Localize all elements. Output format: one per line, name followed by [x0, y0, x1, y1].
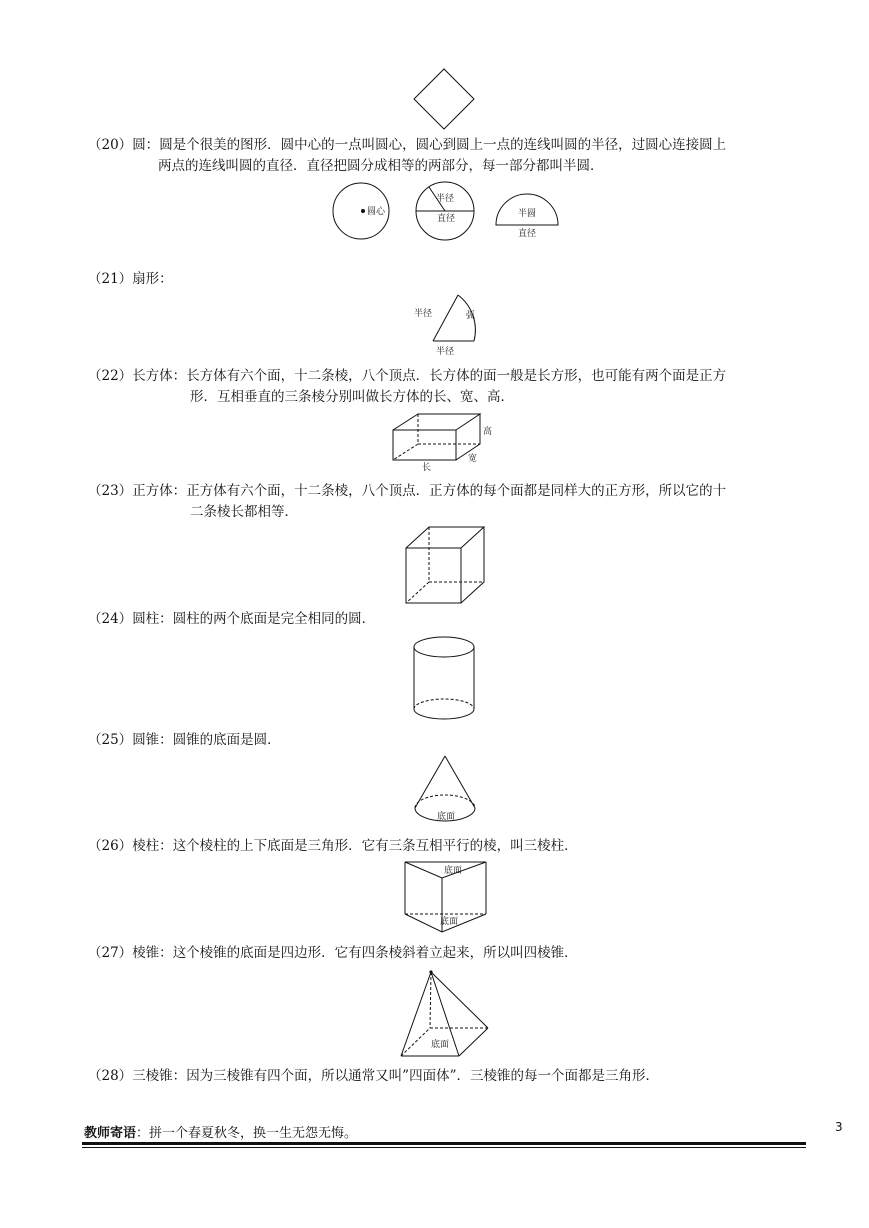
item-21-line1: （21）扇形： — [88, 271, 173, 287]
item-24-line1: （24）圆柱：圆柱的两个底面是完全相同的圆． — [88, 611, 376, 627]
label-prism-bottom-base: 底面 — [440, 917, 459, 927]
circle-figures — [330, 178, 565, 244]
item-26-line1: （26）棱柱：这个棱柱的上下底面是三角形．它有三条互相平行的棱，叫三棱柱． — [88, 838, 578, 854]
label-sector-radius-bottom: 半径 — [436, 347, 455, 357]
label-cone-base: 底面 — [437, 812, 456, 822]
item-23-line1: （23）正方体：正方体有六个面，十二条棱，八个顶点．正方体的每个面都是同样大的正方形，所以它的十 — [88, 483, 727, 499]
item-23-line2: 二条棱长都相等． — [190, 504, 298, 520]
triangular-prism-figure — [402, 858, 492, 936]
cylinder-figure — [410, 634, 480, 724]
label-arc: 弧 — [466, 311, 476, 321]
footer-rule-thin — [82, 1147, 806, 1148]
label-prism-top-base: 底面 — [444, 866, 463, 876]
footer-label: 教师寄语 — [84, 1126, 137, 1141]
label-length: 长 — [422, 463, 432, 473]
page-number: 3 — [835, 1120, 843, 1134]
label-height: 高 — [483, 427, 493, 437]
label-semicircle: 半圆 — [518, 209, 537, 219]
footer-rule-thick — [82, 1142, 806, 1145]
label-diameter: 直径 — [437, 214, 456, 224]
item-20-line1: （20）圆：圆是个很美的图形．圆中心的一点叫圆心，圆心到圆上一点的连线叫圆的半径，过圆心连接圆上 — [88, 137, 727, 153]
cuboid-figure — [390, 410, 500, 474]
label-semicircle-diameter: 直径 — [518, 229, 537, 239]
label-center: 圆心 — [367, 207, 386, 217]
item-20-line2: 两点的连线叫圆的直径．直径把圆分成相等的两部分，每一部分都叫半圆． — [158, 158, 604, 174]
item-22-line2: 形．互相垂直的三条棱分别叫做长方体的长、宽、高． — [190, 389, 514, 405]
label-sector-radius: 半径 — [414, 309, 433, 319]
sector-figure — [408, 288, 486, 360]
footer-text: ：拼一个春夏秋冬，换一生无怨无悔。 — [136, 1126, 358, 1141]
label-radius: 半径 — [436, 194, 455, 204]
cone-figure — [410, 753, 480, 831]
item-25-line1: （25）圆锥：圆锥的底面是圆． — [88, 732, 281, 748]
cube-figure — [402, 524, 488, 606]
footer-motto — [84, 1122, 357, 1141]
item-22-line1: （22）长方体：长方体有六个面，十二条棱，八个顶点．长方体的面一般是长方形，也可能有两个面是正方 — [88, 368, 727, 384]
label-width: 宽 — [468, 454, 478, 464]
item-28-line1: （28）三棱锥：因为三棱锥有四个面，所以通常又叫”四面体”．三棱锥的每一个面都是三角形． — [88, 1068, 659, 1084]
pyramid-figure — [395, 968, 495, 1062]
item-27-line1: （27）棱锥：这个棱锥的底面是四边形．它有四条棱斜着立起来，所以叫四棱锥． — [88, 945, 578, 961]
label-pyramid-base: 底面 — [431, 1040, 450, 1050]
diamond-figure — [413, 68, 475, 130]
